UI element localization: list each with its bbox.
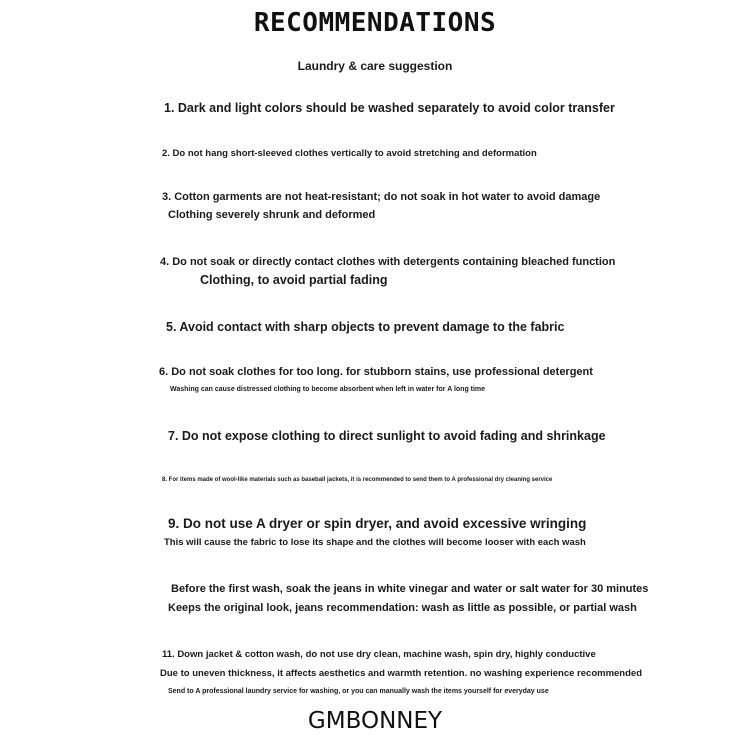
care-item-7: 7. Do not expose clothing to direct sunlight to avoid fading and shrinkage: [168, 429, 606, 443]
brand-logo: GMBONNEY: [307, 708, 443, 734]
page-title: RECOMMENDATIONS: [253, 8, 497, 38]
care-item-9: 9. Do not use A dryer or spin dryer, and avoid excessive wringing: [168, 516, 587, 531]
care-item-11: 11. Down jacket & cotton wash, do not use dry clean, machine wash, spin dry, highly conductive: [162, 649, 596, 660]
care-item-3-continuation: Clothing severely shrunk and deformed: [168, 209, 376, 221]
care-item-1: 1. Dark and light colors should be washed separately to avoid color transfer: [164, 101, 615, 115]
care-item-2: 2. Do not hang short-sleeved clothes vertically to avoid stretching and deformation: [162, 148, 537, 159]
care-item-11-note: Send to A professional laundry service for washing, or you can manually wash the items yourself for everyday use: [168, 688, 549, 695]
care-item-3: 3. Cotton garments are not heat-resistant; do not soak in hot water to avoid damage: [162, 191, 601, 203]
care-item-8: 8. For items made of wool-like materials such as baseball jackets, it is recommended to send them to A professional dry cleaning service: [162, 477, 553, 483]
care-item-6: 6. Do not soak clothes for too long. for stubborn stains, use professional detergent: [159, 366, 593, 378]
care-item-10: Before the first wash, soak the jeans in white vinegar and water or salt water for 30 minutes: [171, 583, 649, 595]
care-item-6-note: Washing can cause distressed clothing to become absorbent when left in water for A long time: [170, 386, 486, 393]
care-item-4: 4. Do not soak or directly contact clothes with detergents containing bleached function: [160, 256, 616, 268]
care-item-9-note: This will cause the fabric to lose its shape and the clothes will become looser with each wash: [164, 537, 586, 548]
care-item-5: 5. Avoid contact with sharp objects to prevent damage to the fabric: [166, 320, 565, 334]
page-subtitle: Laundry & care suggestion: [297, 59, 453, 73]
care-item-10-continuation: Keeps the original look, jeans recommendation: wash as little as possible, or partial wash: [168, 602, 637, 614]
care-item-11-continuation: Due to uneven thickness, it affects aesthetics and warmth retention. no washing experience recommended: [160, 668, 642, 679]
care-item-4-continuation: Clothing, to avoid partial fading: [200, 273, 388, 287]
